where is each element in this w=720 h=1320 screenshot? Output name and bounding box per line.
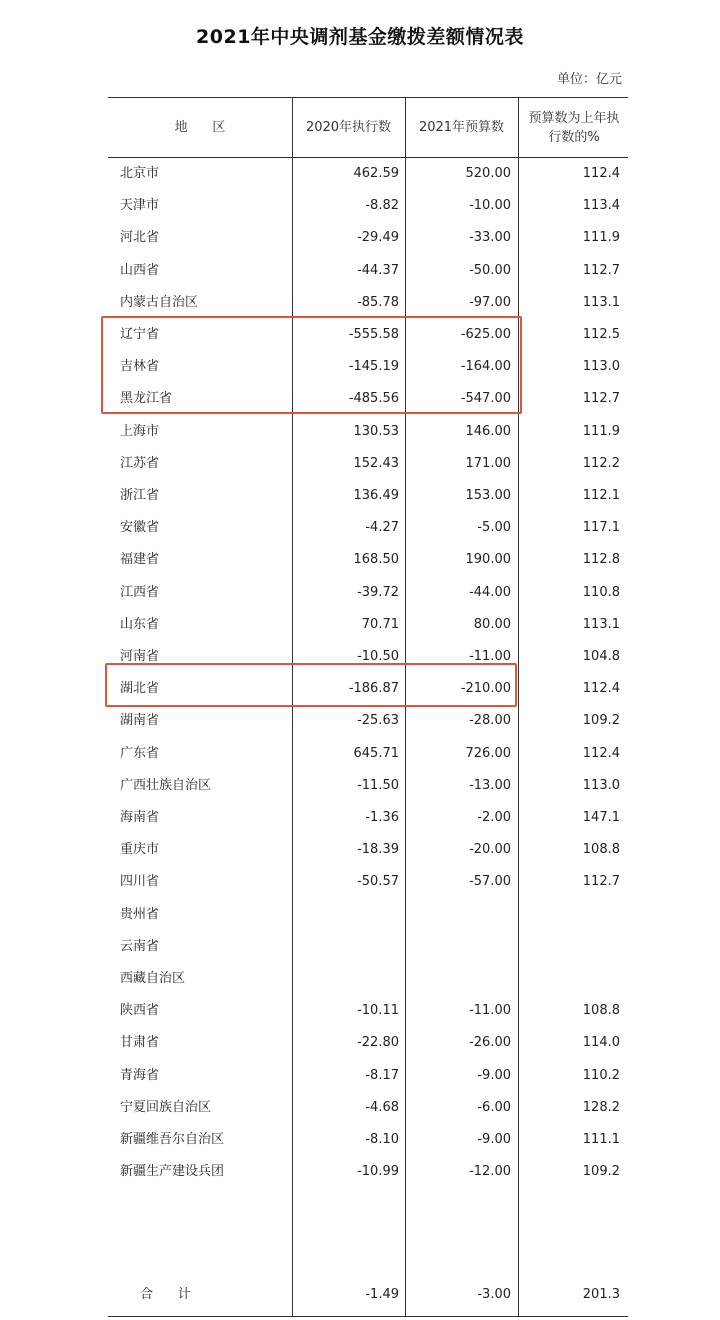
exec-2020-value: -25.63 [357,713,399,729]
region-name: 北京市 [120,166,160,181]
pct-value: 112.4 [582,745,620,761]
header-exec-2020: 2020年执行数 [305,120,392,135]
header-region: 地 区 [174,120,226,135]
pct-value: 104.8 [582,649,620,664]
exec-2020-value: 136.49 [353,488,399,503]
region-name: 山东省 [120,616,160,632]
pct-value: 112.5 [582,327,620,342]
table-row [108,544,628,576]
table-row [108,1027,628,1059]
pct-value: 111.9 [582,230,620,246]
exec-2020-value: -50.57 [357,874,399,890]
table-row [108,899,628,931]
pct-value: 110.2 [582,1067,620,1083]
budget-2021-value: -11.00 [469,649,511,664]
pct-value: 113.1 [582,616,620,632]
table-row [108,1156,628,1188]
budget-2021-value: -20.00 [469,842,511,858]
pct-value: 109.2 [582,1164,620,1180]
region-name: 西藏自治区 [120,971,186,986]
region-name: 黑龙江省 [120,391,173,407]
region-name: 贵州省 [120,906,160,922]
budget-2021-value: -547.00 [460,391,511,407]
region-name: 江苏省 [120,455,160,471]
pct-value: 113.0 [582,359,620,375]
region-name: 云南省 [120,938,160,954]
exec-2020-value: 645.71 [353,745,399,761]
budget-2021-value: -50.00 [469,262,511,278]
region-name: 福建省 [120,552,160,568]
pct-value: 114.0 [582,1035,620,1051]
table-row [108,255,628,287]
table-row [108,416,628,448]
exec-2020-value: 130.53 [353,423,399,439]
pct-value: 111.1 [582,1132,620,1147]
exec-2020-value: -39.72 [357,584,399,600]
table-row [108,158,628,190]
table-row [108,770,628,802]
page-title: 2021年中央调剂基金缴拨差额情况表 [196,26,524,48]
table-row [108,866,628,898]
table-row [108,802,628,834]
region-name: 青海省 [120,1067,160,1083]
pct-value: 112.8 [582,552,620,568]
table-row [108,577,628,609]
budget-2021-value: -33.00 [469,230,511,246]
exec-2020-value: -485.56 [348,391,399,407]
pct-value: 147.1 [582,810,620,825]
table-row [108,1092,628,1124]
table-row [108,287,628,319]
pct-value: 112.4 [582,166,620,181]
budget-2021-value: -9.00 [477,1067,511,1083]
exec-2020-value: -11.50 [357,777,399,793]
budget-2021-value: -12.00 [469,1164,511,1180]
pct-value: 112.1 [582,488,620,503]
highlight-hubei-box [105,663,517,707]
table-row [108,480,628,512]
region-name: 甘肃省 [120,1035,160,1051]
exec-2020-value: -22.80 [357,1035,399,1051]
region-name: 湖北省 [120,681,160,697]
region-name: 湖南省 [120,713,160,729]
table-header [108,98,628,158]
pct-value: 113.0 [582,777,620,793]
pct-value: 128.2 [582,1099,620,1115]
region-name: 山西省 [120,262,160,278]
pct-value: 108.8 [582,1003,620,1019]
budget-2021-value: 190.00 [465,552,511,568]
exec-2020-value: -4.27 [365,520,399,536]
budget-2021-value: -26.00 [469,1035,511,1051]
region-name: 宁夏回族自治区 [120,1099,212,1115]
exec-2020-value: -8.17 [365,1067,399,1083]
budget-2021-value: -164.00 [460,359,511,375]
exec-2020-value: -10.99 [357,1164,399,1180]
pct-value: 113.4 [582,198,620,214]
region-name: 新疆生产建设兵团 [120,1164,225,1180]
table-row [108,705,628,737]
table-row [108,738,628,770]
pct-value: 112.7 [582,391,620,407]
budget-2021-value: 80.00 [473,616,511,632]
budget-2021-value: -97.00 [469,294,511,310]
pct-value: 112.2 [582,455,620,471]
region-name: 重庆市 [120,842,160,858]
budget-2021-value: -11.00 [469,1003,511,1019]
budget-2021-value: -5.00 [477,520,511,536]
budget-2021-value: -625.00 [460,327,511,342]
table-row [108,931,628,963]
pct-value: 112.7 [582,262,620,278]
exec-2020-value: -18.39 [357,842,399,858]
region-name: 广东省 [120,745,160,761]
budget-2021-value: 520.00 [465,166,511,181]
region-name: 辽宁省 [120,327,160,342]
pct-value: 112.7 [582,874,620,890]
table-row [108,448,628,480]
budget-2021-value: 726.00 [465,745,511,761]
header-budget-2021: 2021年预算数 [418,120,505,135]
exec-2020-value: -8.82 [365,198,399,214]
exec-2020-value: 70.71 [361,616,399,632]
total-exec: -1.49 [365,1287,399,1302]
pct-value: 113.1 [582,294,620,310]
exec-2020-value: 168.50 [353,552,399,568]
budget-2021-value: 153.00 [465,488,511,503]
budget-2021-value: -2.00 [477,810,511,825]
table-row [108,963,628,995]
pct-value: 110.8 [582,584,620,600]
exec-2020-value: 462.59 [353,166,399,181]
table-row [108,834,628,866]
total-row [108,1279,628,1311]
exec-2020-value: -44.37 [357,262,399,278]
total-label: 合 计 [140,1287,191,1302]
table-row [108,1060,628,1092]
region-name: 河南省 [120,649,160,664]
budget-2021-value: -28.00 [469,713,511,729]
region-name: 内蒙古自治区 [120,294,199,310]
pct-value: 111.9 [582,423,620,439]
data-table [108,97,628,1317]
exec-2020-value: -4.68 [365,1099,399,1115]
exec-2020-value: -29.49 [357,230,399,246]
budget-2021-value: -210.00 [460,681,511,697]
region-name: 新疆维吾尔自治区 [120,1132,225,1147]
budget-2021-value: -6.00 [477,1099,511,1115]
pct-value: 109.2 [582,713,620,729]
region-name: 四川省 [120,874,160,890]
exec-2020-value: -1.36 [365,810,399,825]
exec-2020-value: -10.50 [357,649,399,664]
budget-2021-value: 171.00 [465,455,511,471]
table-row [108,512,628,544]
table-row [108,609,628,641]
region-name: 江西省 [120,584,160,600]
table-row [108,995,628,1027]
region-name: 陕西省 [120,1003,160,1019]
exec-2020-value: -10.11 [357,1003,399,1019]
exec-2020-value: -186.87 [348,681,399,697]
exec-2020-value: -145.19 [348,359,399,375]
table-row [108,1124,628,1156]
total-budget: -3.00 [477,1287,511,1302]
table-row [108,190,628,222]
region-name: 上海市 [120,423,160,439]
budget-2021-value: 146.00 [465,423,511,439]
unit-label: 单位：亿元 [556,72,622,87]
exec-2020-value: -555.58 [348,327,399,342]
exec-2020-value: -8.10 [365,1132,399,1147]
region-name: 河北省 [120,230,160,246]
header-pct: 预算数为上年执行数的% [528,110,620,145]
pct-value: 112.4 [582,681,620,697]
budget-2021-value: -13.00 [469,777,511,793]
budget-2021-value: -57.00 [469,874,511,890]
exec-2020-value: 152.43 [353,455,399,471]
table-row [108,222,628,254]
region-name: 安徽省 [120,520,160,536]
region-name: 天津市 [120,198,160,214]
highlight-northeast-box [101,316,522,414]
budget-2021-value: -44.00 [469,584,511,600]
budget-2021-value: -10.00 [469,198,511,214]
pct-value: 108.8 [582,842,620,858]
exec-2020-value: -85.78 [357,294,399,310]
budget-2021-value: -9.00 [477,1132,511,1147]
region-name: 海南省 [120,810,160,825]
pct-value: 117.1 [582,520,620,536]
region-name: 吉林省 [120,359,160,375]
region-name: 浙江省 [120,488,160,503]
total-pct: 201.3 [582,1287,620,1302]
region-name: 广西壮族自治区 [120,777,212,793]
